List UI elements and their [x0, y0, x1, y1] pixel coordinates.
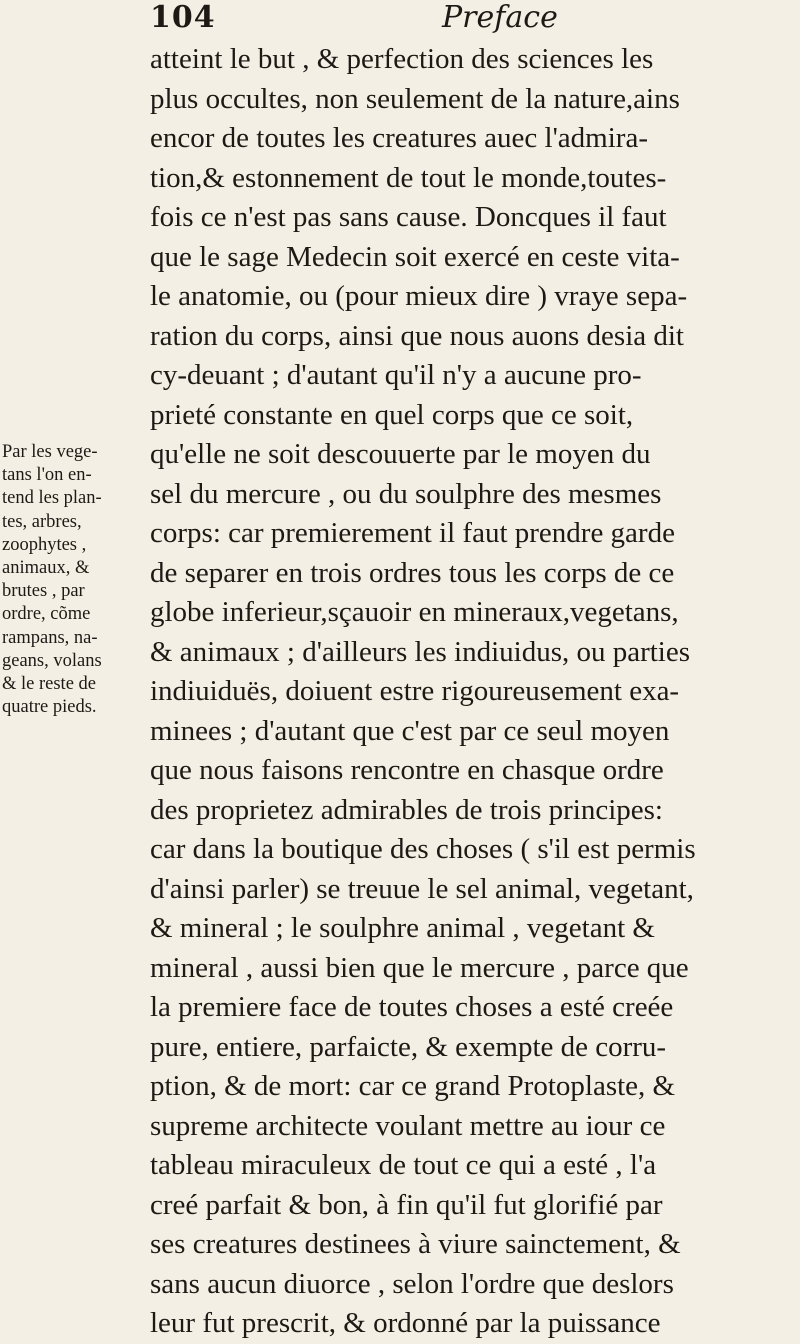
text-line: corps: car premierement il faut prendre garde — [150, 517, 675, 549]
text-line: plus occultes, non seulement de la nature,ains — [150, 82, 680, 115]
margin-note-line: animaux, & — [2, 557, 90, 578]
text-line: indiuiduës, doiuent estre rigoureusement exa- — [150, 675, 680, 707]
text-line: cy-deuant ; d'autant qu'il n'y a aucune pro- — [150, 359, 642, 391]
text-line: prieté constante en quel corps que ce soit, — [150, 398, 634, 431]
margin-note-line: geans, volans — [2, 650, 102, 671]
margin-note-line: tes, arbres, — [2, 511, 82, 532]
margin-note-line: zoophytes , — [2, 534, 87, 555]
margin-note-line: Par les vege- — [2, 442, 98, 462]
text-line: des proprietez admirables de trois principes: — [150, 793, 663, 826]
running-head: Preface — [442, 0, 558, 35]
text-line: ption, & de mort: car ce grand Protoplaste, & — [150, 1070, 676, 1102]
text-line: encor de toutes les creatures auec l'admira- — [150, 122, 648, 154]
text-line: la premiere face de toutes choses a esté creée — [150, 991, 674, 1023]
text-line: creé parfait & bon, à fin qu'il fut glorifié par — [150, 1188, 663, 1221]
margin-note-line: rampans, na- — [2, 627, 98, 648]
text-line: fois ce n'est pas sans cause. Doncques il faut — [150, 201, 667, 233]
margin-note-line: ordre, cõme — [2, 604, 91, 625]
text-line: de separer en trois ordres tous les corps de ce — [150, 556, 675, 589]
text-line: d'ainsi parler) se treuue le sel animal, vegetant, — [150, 872, 694, 905]
margin-note-line: quatre pieds. — [2, 697, 97, 718]
text-line: le anatomie, ou (pour mieux dire ) vraye sepa- — [150, 280, 688, 312]
text-line: car dans la boutique des choses ( s'il est permis — [150, 833, 696, 865]
text-line: minees ; d'autant que c'est par ce seul moyen — [150, 714, 670, 747]
text-line: sel du mercure , ou du soulphre des mesmes — [150, 477, 662, 510]
text-line: qu'elle ne soit descouuerte par le moyen du — [150, 438, 651, 470]
text-line: & mineral ; le soulphre animal , vegetant & — [150, 912, 655, 944]
text-line: leur fut prescrit, & ordonné par la puissance — [150, 1307, 661, 1339]
text-line: supreme architecte voulant mettre au iour ce — [150, 1109, 666, 1142]
margin-note — [2, 441, 146, 719]
text-line: tableau miraculeux de tout ce qui a esté , l'a — [150, 1149, 657, 1181]
text-line: & animaux ; d'ailleurs les indiuidus, ou parties — [150, 635, 691, 668]
body-text — [150, 40, 790, 1344]
text-line: atteint le but , & perfection des sciences les — [150, 43, 654, 75]
text-line: mineral , aussi bien que le mercure , parce que — [150, 951, 689, 984]
margin-note-line: tans l'on en- — [2, 465, 92, 486]
text-line: sans aucun diuorce , selon l'ordre que deslors — [150, 1267, 674, 1300]
page-header — [150, 0, 790, 40]
text-line: que nous faisons rencontre en chasque ordre — [150, 754, 664, 786]
text-line: tion,& estonnement de tout le monde,toutes- — [150, 161, 667, 194]
margin-note-line: tend les plan- — [2, 488, 102, 509]
text-line: ses creatures destinees à viure sainctement, & — [150, 1228, 681, 1260]
text-line: ration du corps, ainsi que nous auons desia dit — [150, 319, 684, 352]
text-line: que le sage Medecin soit exercé en ceste vita- — [150, 240, 680, 273]
margin-note-line: brutes , par — [2, 581, 85, 602]
text-line: pure, entiere, parfaicte, & exempte de corru- — [150, 1030, 667, 1063]
margin-note-line: & le reste de — [2, 673, 96, 694]
page-number: 104 — [150, 0, 216, 35]
text-line: globe inferieur,sçauoir en mineraux,vegetans, — [150, 596, 679, 628]
